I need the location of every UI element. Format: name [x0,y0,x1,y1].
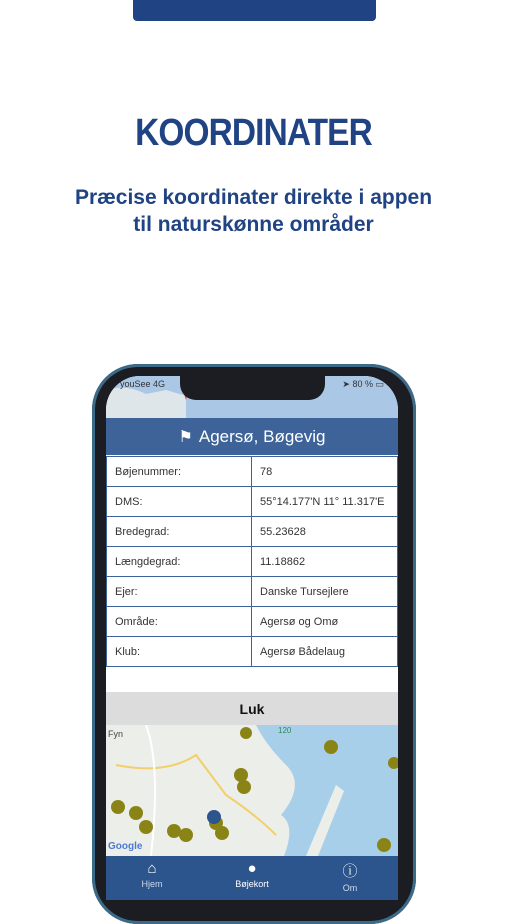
tab-label: Om [342,883,358,893]
buoy-pin[interactable] [129,806,143,820]
close-button[interactable]: Luk [106,692,398,725]
row-value: 78 [252,457,398,487]
table-row [107,607,398,637]
phone-notch [180,376,325,400]
buoy-pin[interactable] [237,780,251,794]
buoy-pin[interactable] [215,826,229,840]
buoy-pin[interactable] [111,800,125,814]
road-number: 120 [278,726,292,735]
land-shape [106,388,186,418]
table-row [107,517,398,547]
row-label: Ejer: [107,577,252,607]
promo-headline: KOORDINATER [135,112,372,154]
table-row [107,457,398,487]
promo-subline-line-1: Præcise koordinater direkte i appen [74,186,433,209]
row-label: Længdegrad: [107,547,252,577]
battery-percent: 80 % [352,379,373,389]
tab-buoy-map[interactable] [212,860,292,889]
promo-subline-line-2: til naturskønne områder [133,213,374,236]
carrier-name: youSee [120,379,151,389]
info-icon: ⓘ [342,863,358,880]
tab-about[interactable] [310,860,390,893]
top-banner-bar [133,0,376,21]
row-label: Område: [107,607,252,637]
tab-home[interactable] [112,860,192,889]
buoy-pin[interactable] [324,740,338,754]
buoy-pin[interactable] [377,838,391,852]
map-graphic [106,725,398,856]
row-value: Agersø og Omø [252,607,398,637]
globe-icon: ● [247,860,257,877]
row-value: 55.23628 [252,517,398,547]
buoy-map[interactable] [106,725,398,856]
row-value: 55°14.177'N 11° 11.317'E [252,487,398,517]
promo-subline [30,184,477,238]
table-row [107,637,398,667]
buoy-title: Agersø, Bøgevig [198,426,326,446]
buoy-pin[interactable] [167,824,181,838]
selected-buoy-pin[interactable] [207,810,221,824]
status-battery [342,379,384,390]
tab-label: Hjem [141,879,163,889]
row-value: Danske Tursejlere [252,577,398,607]
row-label: DMS: [107,487,252,517]
table-row [107,487,398,517]
tab-bar [106,856,398,900]
table-row [107,547,398,577]
buoy-info-table [106,456,398,667]
buoy-pin[interactable] [234,768,248,782]
buoy-title-bar [106,418,398,455]
flag-icon: ⚑ [178,428,193,446]
buoy-pin[interactable] [139,820,153,834]
buoy-pin[interactable] [179,828,193,842]
row-label: Bøjenummer: [107,457,252,487]
phone-screen [106,376,398,900]
google-logo: Google [108,841,143,852]
spacer [106,668,398,692]
buoy-pin[interactable] [240,727,252,739]
row-label: Klub: [107,637,252,667]
tab-label: Bøjekort [235,879,269,889]
row-value: Agersø Bådelaug [252,637,398,667]
status-carrier [120,379,165,389]
location-arrow-icon: ➤ [342,379,350,389]
battery-icon: ▭ [375,379,384,389]
network-type: 4G [153,379,166,389]
home-icon: ⌂ [147,860,157,877]
row-value: 11.18862 [252,547,398,577]
map-label-fyn: Fyn [108,729,124,739]
table-row [107,577,398,607]
row-label: Bredegrad: [107,517,252,547]
